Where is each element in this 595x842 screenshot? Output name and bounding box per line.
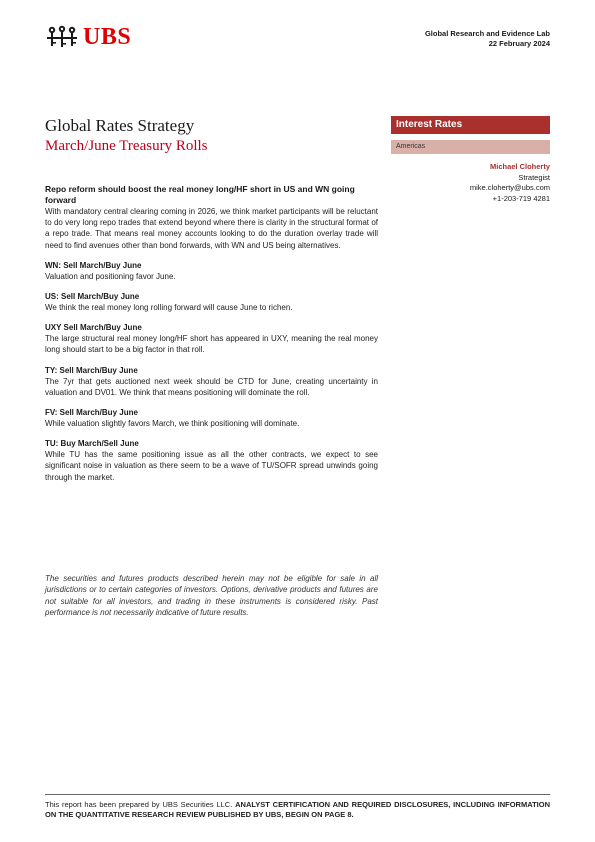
disclaimer: The securities and futures products described herein may not be eligible for sale in all jurisdictions or to certain categories of investors. Options, derivative products and futures are not suitable for all investors, and trading in these instruments is considered risky. Past performance is not necessarily indicative of future results. xyxy=(45,574,378,617)
report-body xyxy=(45,184,378,483)
section-us xyxy=(45,291,378,313)
section-heading: TU: Buy March/Sell June xyxy=(45,439,139,449)
footer-divider xyxy=(45,794,550,795)
section-heading: US: Sell March/Buy June xyxy=(45,292,140,302)
footer-disclosure: ANALYST CERTIFICATION AND REQUIRED DISCLOSURES, INCLUDING INFORMATION ON THE QUANTITATIVE RESEARCH REVIEW PUBLISHED BY UBS, BEGIN ON PAGE 8. xyxy=(45,800,550,819)
topic-bar: Interest Rates xyxy=(391,116,550,134)
section-ty xyxy=(45,365,378,398)
section-text: While TU has the same positioning issue as all the other contracts, we expect to see significant noise in valuation as there seem to be a wave of TU/SOFR spread unwinds going through the market. xyxy=(45,450,378,482)
keys-icon xyxy=(44,25,80,49)
footer xyxy=(45,800,550,820)
section-fv xyxy=(45,407,378,429)
footer-prefix: This report has been prepared by UBS Securities LLC. xyxy=(45,800,236,809)
author-phone: +1-203-719 4281 xyxy=(492,193,550,203)
section-wn xyxy=(45,260,378,282)
header-info xyxy=(425,29,550,49)
section-heading: WN: Sell March/Buy June xyxy=(45,260,142,270)
ubs-logo xyxy=(44,25,131,49)
region-bar: Americas xyxy=(391,140,550,154)
lead-heading: Repo reform should boost the real money long/HF short in US and WN going forward xyxy=(45,184,355,205)
section-text: Valuation and positioning favor June. xyxy=(45,271,176,281)
section-heading: TY: Sell March/Buy June xyxy=(45,365,138,375)
page-title: Global Rates Strategy xyxy=(45,116,195,135)
lab-name: Global Research and Evidence Lab xyxy=(424,29,550,38)
brand-name: UBS xyxy=(83,24,132,50)
section-uxy xyxy=(45,322,378,355)
section-text: The 7yr that gets auctioned next week should be CTD for June, creating uncertainty in valuation and DV01. We think that means positioning will dominate the roll. xyxy=(45,376,378,397)
section-text: The large structural real money long/HF short has appeared in UXY, meaning the real money long should start to be a big factor in that roll. xyxy=(45,334,378,355)
section-heading: FV: Sell March/Buy June xyxy=(45,408,138,418)
author-name: Michael Cloherty xyxy=(489,162,550,171)
section-tu xyxy=(45,438,378,483)
author-email[interactable]: mike.cloherty@ubs.com xyxy=(469,183,550,192)
page-subtitle: March/June Treasury Rolls xyxy=(45,138,208,154)
section-text: We think the real money long rolling forward will cause June to richen. xyxy=(45,303,293,313)
section-text: While valuation slightly favors March, we think positioning will dominate. xyxy=(45,419,300,429)
section-heading: UXY Sell March/Buy June xyxy=(45,323,142,333)
author-block xyxy=(470,162,550,204)
author-role: Strategist xyxy=(518,172,550,182)
lead-text: With mandatory central clearing coming in 2026, we think market participants will be reluctant to do very long repo trades that extend beyond where there is clarity in the structural format of a repo trade. That means real money accounts looking to do the duration overlay trade will need to find avenues other than bond forwards, with WN and US being alternatives. xyxy=(45,207,378,250)
report-date: 22 February 2024 xyxy=(488,39,550,48)
